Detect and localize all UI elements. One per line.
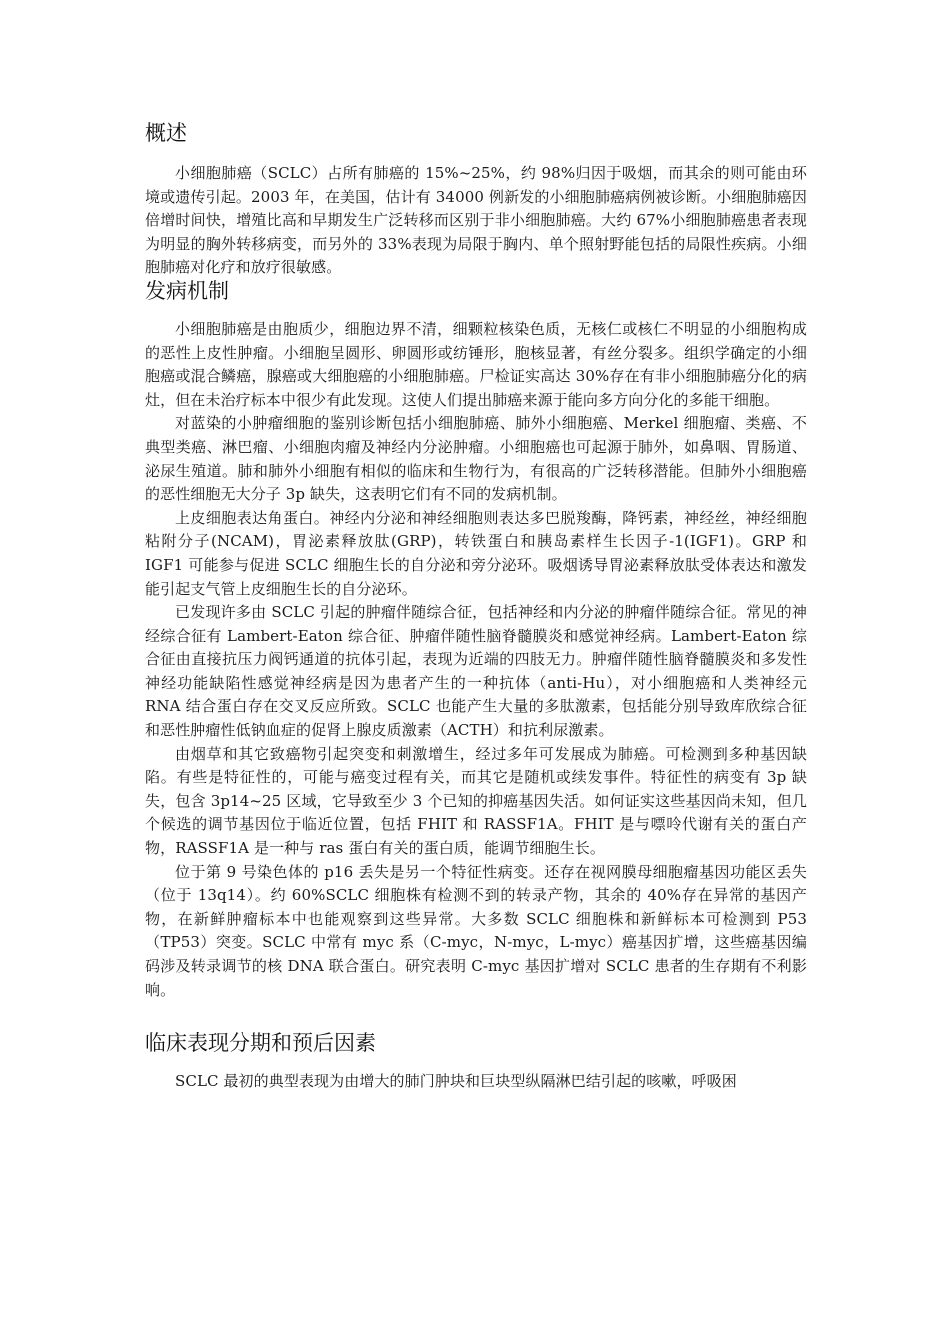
- section-title-clinical-staging-prognosis: 临床表现分期和预后因素: [145, 1031, 376, 1056]
- document-page: [145, 118, 807, 1094]
- section-title-pathogenesis: 发病机制: [145, 278, 229, 303]
- paragraph: SCLC 最初的典型表现为由增大的肺门肿块和巨块型纵隔淋巴结引起的咳嗽，呼吸困: [175, 1072, 737, 1091]
- paragraph: 已发现许多由 SCLC 引起的肿瘤伴随综合征，包括神经和内分泌的肿瘤伴随综合征。常见的神经综合征有 Lambert-Eaton 综合征、肿瘤伴随性脑脊髓膜炎和感觉神经病。Lambert-Eaton 综合征由直接抗压力阀钙通道的抗体引起，表现为近端的四肢无力。肿瘤伴随性脑脊髓膜炎和多发性神经功能缺陷性感觉神经病是因为患者产生的一种抗体（anti-Hu），对小细胞癌和人类神经元 RNA 结合蛋白存在交叉反应所致。SCLC 也能产生大量的多肽激素，包括能分别导致库欣综合征和恶性肿瘤性低钠血症的促肾上腺皮质激素（ACTH）和抗利尿激素。: [145, 603, 807, 740]
- section-title-overview: 概述: [145, 121, 187, 145]
- paragraph: 小细胞肺癌（SCLC）占所有肺癌的 15%~25%，约 98%归因于吸烟，而其余的则可能由环境或遗传引起。2003 年，在美国，估计有 34000 例新发的小细胞肺癌病例被诊断。小细胞肺癌因倍增时间快，增殖比高和早期发生广泛转移而区别于非小细胞肺癌。大约 67%小细胞肺癌患者表现为明显的胸外转移病变，而另外的 33%表现为局限于胸内、单个照射野能包括的局限性疾病。小细胞肺癌对化疗和放疗很敏感。: [145, 164, 807, 277]
- paragraph: 小细胞肺癌是由胞质少，细胞边界不清，细颗粒核染色质，无核仁或核仁不明显的小细胞构成的恶性上皮性肿瘤。小细胞呈圆形、卵圆形或纺锤形，胞核显著，有丝分裂多。组织学确定的小细胞癌或混合鳞癌，腺癌或大细胞癌的小细胞肺癌。尸检证实高达 30%存在有非小细胞肺癌分化的病灶，但在未治疗标本中很少有此发现。这使人们提出肺癌来源于能向多方向分化的多能干细胞。: [145, 319, 807, 409]
- paragraph: 对蓝染的小肿瘤细胞的鉴别诊断包括小细胞肺癌、肺外小细胞癌、Merkel 细胞瘤、类癌、不典型类癌、淋巴瘤、小细胞肉瘤及神经内分泌肿瘤。小细胞癌也可起源于肺外，如鼻咽、胃肠道、泌尿生殖道。肺和肺外小细胞有相似的临床和生物行为，有很高的广泛转移潜能。但肺外小细胞癌的恶性细胞无大分子 3p 缺失，这表明它们有不同的发病机制。: [145, 414, 807, 504]
- paragraph: 由烟草和其它致癌物引起突变和刺激增生，经过多年可发展成为肺癌。可检测到多种基因缺陷。有些是特征性的，可能与癌变过程有关，而其它是随机或续发事件。特征性的病变有 3p 缺失，包含 3p14~25 区域，它导致至少 3 个已知的抑癌基因失活。如何证实这些基因尚未知，但几个候选的调节基因位于临近位置，包括 FHIT 和 RASSF1A。FHIT 是与嘌呤代谢有关的蛋白产物，RASSF1A 是一种与 ras 蛋白有关的蛋白质，能调节细胞生长。: [145, 744, 807, 858]
- paragraph: 位于第 9 号染色体的 p16 丢失是另一个特征性病变。还存在视网膜母细胞瘤基因功能区丢失（位于 13q14）。约 60%SCLC 细胞株有检测不到的转录产物，其余的 40%存在异常的基因产物，在新鲜肿瘤标本中也能观察到这些异常。大多数 SCLC 细胞株和新鲜标本可检测到 P53（TP53）突变。SCLC 中常有 myc 系（C-myc，N-myc，L-myc）癌基因扩增，这些癌基因编码涉及转录调节的核 DNA 联合蛋白。研究表明 C-myc 基因扩增对 SCLC 患者的生存期有不利影响。: [145, 862, 807, 999]
- paragraph: 上皮细胞表达角蛋白。神经内分泌和神经细胞则表达多巴脱羧酶，降钙素，神经丝，神经细胞粘附分子(NCAM)，胃泌素释放肽(GRP)，转铁蛋白和胰岛素样生长因子-1(IGF1)。GRP 和 IGF1 可能参与促进 SCLC 细胞生长的自分泌和旁分泌环。吸烟诱导胃泌素释放肽受体表达和激发能引起支气管上皮细胞生长的自分泌环。: [145, 508, 807, 598]
